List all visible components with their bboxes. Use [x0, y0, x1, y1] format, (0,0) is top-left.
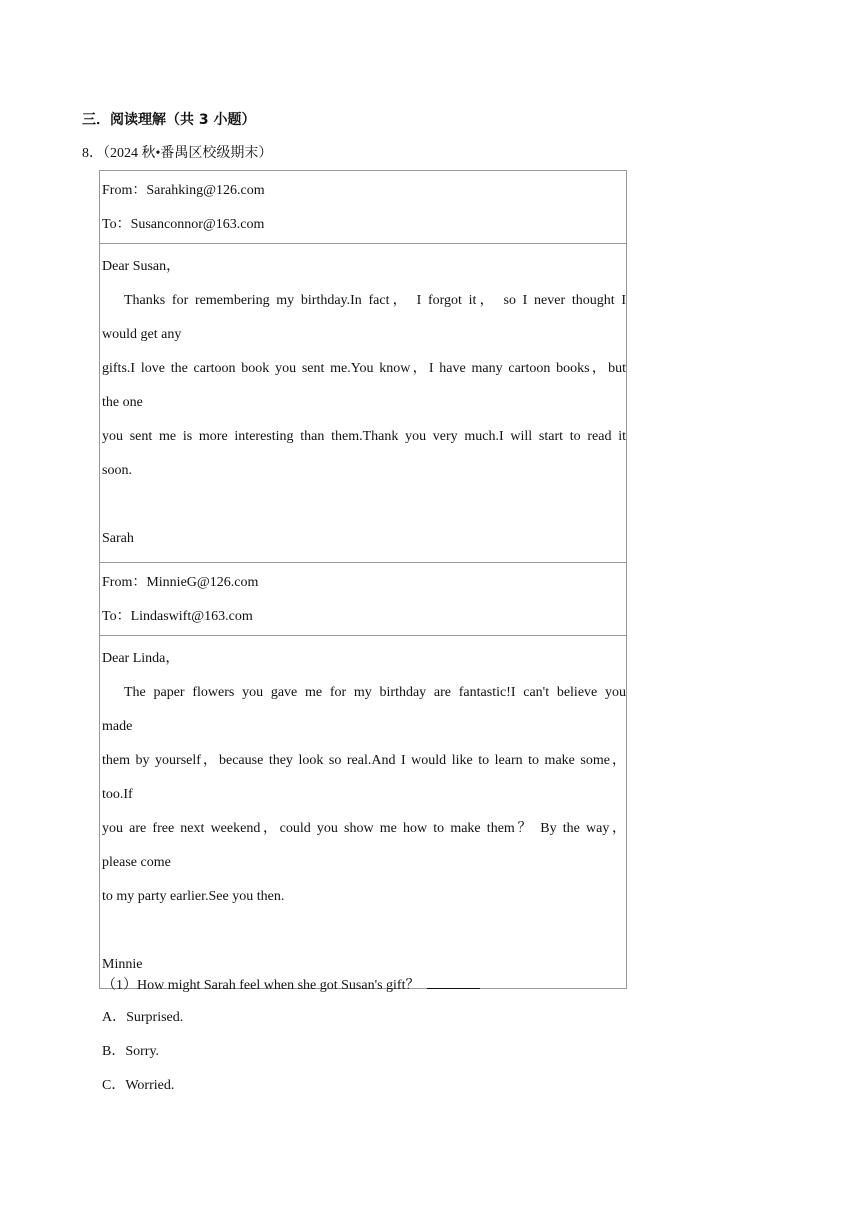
- email-body-line: to my party earlier.See you then.: [102, 889, 285, 904]
- email-body-line: Thanks for remembering my birthday.In fact， I forgot it， so I never thought I: [124, 293, 626, 308]
- email-signature: Minnie: [102, 957, 143, 972]
- email-body-line: gifts.I love the cartoon book you sent me.You know，I have many cartoon books，but: [102, 361, 626, 376]
- email-body-row: [100, 636, 627, 989]
- email-from: From：Sarahking@126.com: [102, 183, 265, 198]
- email-header: [100, 563, 627, 636]
- email-body-line: The paper flowers you gave me for my birthday are fantastic!I can't believe you: [124, 685, 626, 700]
- email-header-row: [100, 171, 627, 244]
- blank-line: [102, 488, 626, 522]
- email-greeting: Dear Linda，: [102, 651, 180, 666]
- email-to: To：Susanconnor@163.com: [102, 217, 265, 232]
- email-body-line: would get any: [102, 327, 182, 342]
- email-header-row: [100, 563, 627, 636]
- email-body: [100, 636, 627, 989]
- email-header: [100, 171, 627, 244]
- email-table: [99, 170, 627, 989]
- email-signature: Sarah: [102, 531, 134, 546]
- email-body-line: them by yourself，because they look so real.And I would like to learn to make some，: [102, 753, 626, 768]
- sub-question: [102, 974, 480, 996]
- blank-line: [102, 914, 626, 948]
- section-title: 三．阅读理解（共 3 小题）: [82, 112, 256, 128]
- email-to: To：Lindaswift@163.com: [102, 609, 253, 624]
- email-from: From：MinnieG@126.com: [102, 575, 259, 590]
- email-body: [100, 244, 627, 563]
- email-body-line: please come: [102, 855, 171, 870]
- email-body-line: too.If: [102, 787, 133, 802]
- email-body-line: the one: [102, 395, 143, 410]
- email-greeting: Dear Susan，: [102, 259, 181, 274]
- sub-question-text: （1）How might Sarah feel when she got Susan's gift？: [102, 978, 420, 993]
- email-body-line: soon.: [102, 463, 132, 478]
- question-source: 8．（2024 秋•番禺区校级期末）: [82, 146, 273, 161]
- answer-blank[interactable]: [427, 974, 480, 989]
- email-body-line: you are free next weekend，could you show me how to make them？ By the way，: [102, 821, 626, 836]
- email-body-line: made: [102, 719, 133, 734]
- email-body-row: [100, 244, 627, 563]
- email-body-line: you sent me is more interesting than them.Thank you very much.I will start to read it: [102, 429, 626, 444]
- option-c[interactable]: C．Worried.: [102, 1078, 175, 1093]
- option-a[interactable]: A．Surprised.: [102, 1010, 184, 1025]
- option-b[interactable]: B．Sorry.: [102, 1044, 160, 1059]
